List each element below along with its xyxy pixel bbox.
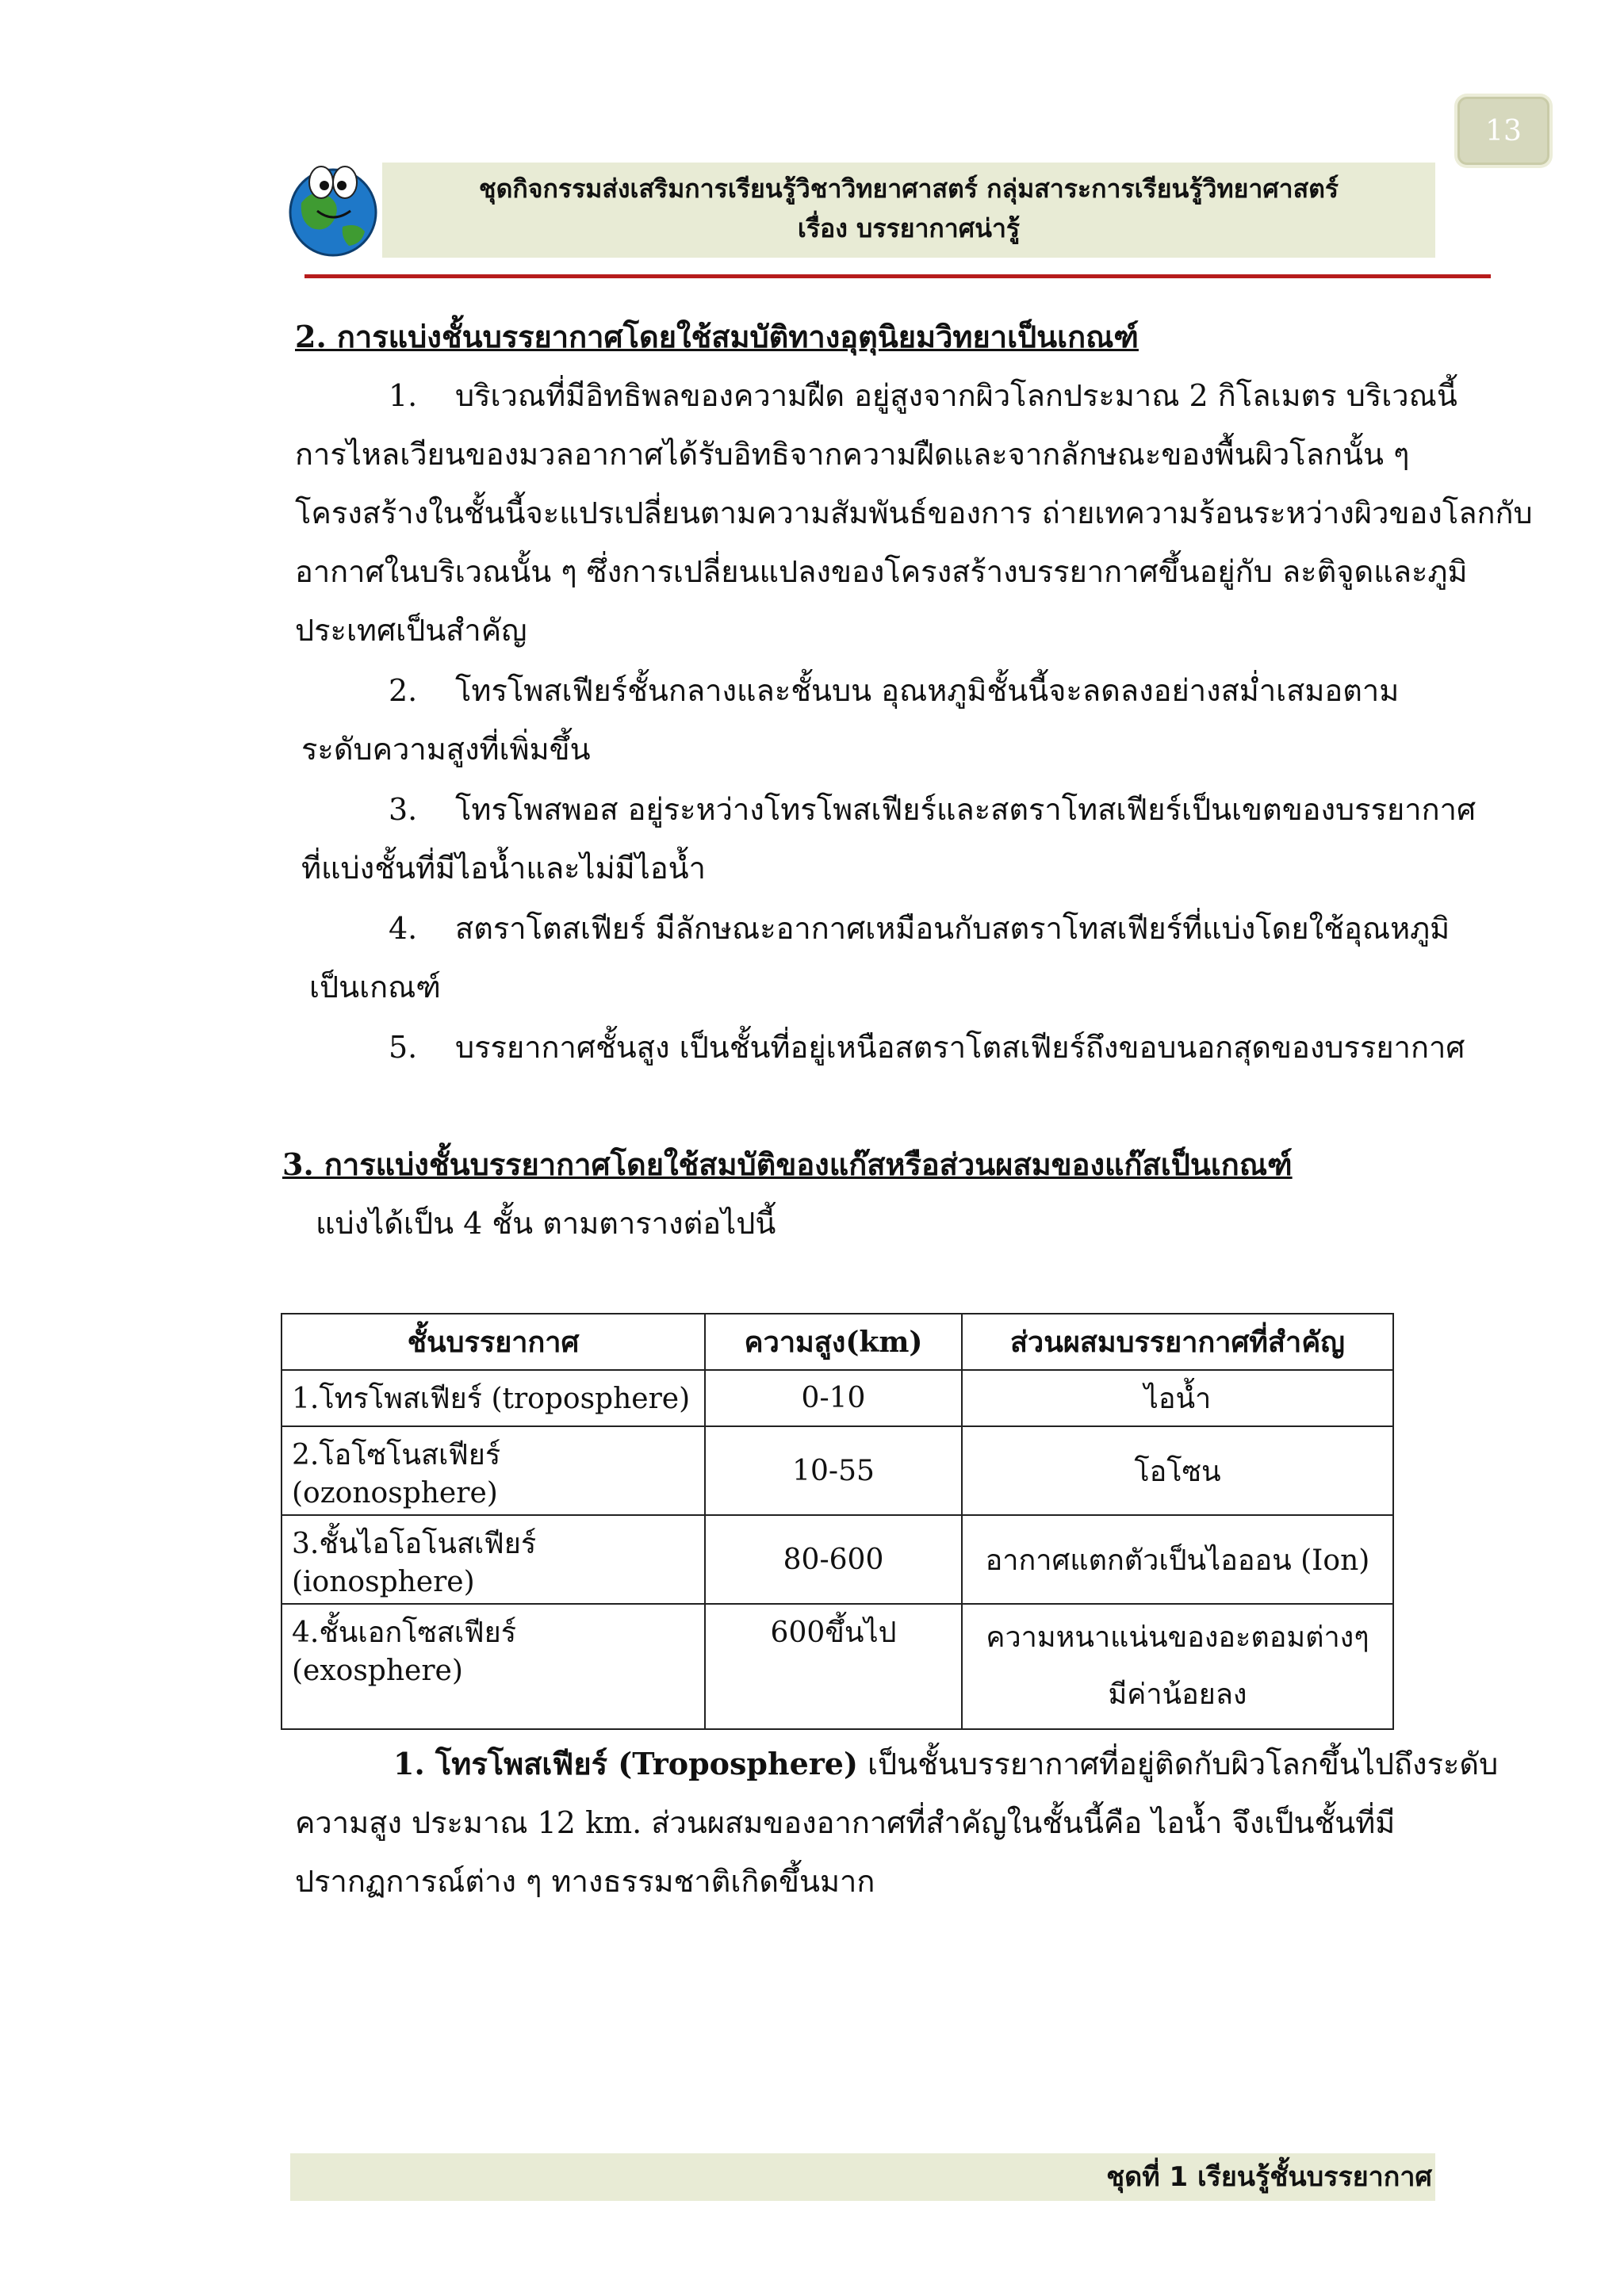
item-text: อากาศในบริเวณนั้น ๆ ซึ่งการเปลี่ยนแปลงของโครงสร้างบรรยากาศขึ้นอยู่กับ ละติจูดและภูมิ — [295, 554, 1468, 589]
item-text: โทรโพสเฟียร์ชั้นกลางและชั้นบน อุณหภูมิชั้นนี้จะลดลงอย่างสม่ำเสมอตาม — [455, 673, 1400, 708]
item-text: การไหลเวียนของมวลอากาศได้รับอิทธิจากความฝืดและจากลักษณะของพื้นผิวโลกนั้น ๆ — [295, 437, 1410, 472]
table-cell: 4.ชั้นเอกโซสเฟียร์ (exosphere) — [282, 1604, 705, 1729]
table-row — [282, 1426, 1393, 1515]
item-text: โครงสร้างในชั้นนี้จะแปรเปลี่ยนตามความสัมพันธ์ของการ ถ่ายเทความร้อนระหว่างผิวของโลกกับ — [295, 496, 1533, 530]
table-cell: 3.ชั้นไอโอโนสเฟียร์ (ionosphere) — [282, 1515, 705, 1604]
item-text: ประเทศเป็นสำคัญ — [295, 613, 527, 648]
troposphere-paragraph-line — [393, 1744, 1498, 1784]
section3-intro: แบ่งได้เป็น 4 ชั้น ตามตารางต่อไปนี้ — [316, 1206, 776, 1241]
column-header: ส่วนผสมบรรยากาศที่สำคัญ — [962, 1314, 1393, 1370]
table-row — [282, 1515, 1393, 1604]
header-title: ชุดกิจกรรมส่งเสริมการเรียนรู้วิชาวิทยาศาสตร์ กลุ่มสาระการเรียนรู้วิทยาศาสตร์ — [478, 174, 1339, 204]
table-cell — [962, 1604, 1393, 1729]
section2-heading: 2. การแบ่งชั้นบรรยากาศโดยใช้สมบัติทางอุตุนิยมวิทยาเป็นเกณฑ์ — [295, 319, 1139, 354]
column-header: ความสูง(km) — [705, 1314, 962, 1370]
section3-heading: 3. การแบ่งชั้นบรรยากาศโดยใช้สมบัติของแก๊สหรือส่วนผสมของแก๊สเป็นเกณฑ์ — [282, 1146, 1293, 1182]
table-cell: 0-10 — [705, 1370, 962, 1426]
item-text: บรรยากาศชั้นสูง เป็นชั้นที่อยู่เหนือสตราโตสเฟียร์ถึงขอบนอกสุดของบรรยากาศ — [455, 1030, 1465, 1065]
item-text: ที่แบ่งชั้นที่มีไอน้ำและไม่มีไอน้ำ — [301, 851, 706, 886]
table-row — [282, 1604, 1393, 1729]
page-number: 13 — [1485, 114, 1522, 147]
item-text: สตราโตสเฟียร์ มีลักษณะอากาศเหมือนกับสตราโทสเฟียร์ที่แบ่งโดยใช้อุณหภูมิ — [455, 911, 1450, 946]
table-cell: 10-55 — [705, 1426, 962, 1515]
troposphere-text: เป็นชั้นบรรยากาศที่อยู่ติดกับผิวโลกขึ้นไปถึงระดับ — [857, 1747, 1499, 1781]
item-text: เป็นเกณฑ์ — [309, 970, 441, 1004]
footer-text: ชุดที่ 1 เรียนรู้ชั้นบรรยากาศ — [1106, 2161, 1432, 2193]
table-cell: ไอน้ำ — [962, 1370, 1393, 1426]
table-cell-line: ความหนาแน่นของอะตอมต่างๆ — [986, 1621, 1369, 1654]
table-cell: 2.โอโซโนสเฟียร์ (ozonosphere) — [282, 1426, 705, 1515]
table-cell: อากาศแตกตัวเป็นไอออน (Ion) — [962, 1515, 1393, 1604]
header-subtitle: เรื่อง บรรยากาศน่ารู้ — [797, 213, 1021, 243]
table-cell-line: มีค่าน้อยลง — [1108, 1678, 1247, 1711]
item-number: 5. — [389, 1030, 418, 1065]
troposphere-paragraph-line: ปรากฏการณ์ต่าง ๆ ทางธรรมชาติเกิดขึ้นมาก — [295, 1864, 875, 1899]
page-number-badge — [1457, 97, 1549, 165]
table-cell: โอโซน — [962, 1426, 1393, 1515]
globe-mascot-icon — [285, 155, 381, 258]
table-cell: 1.โทรโพสเฟียร์ (troposphere) — [282, 1370, 705, 1426]
item-number: 4. — [389, 911, 418, 946]
table-cell: 80-600 — [705, 1515, 962, 1604]
atmosphere-layers-table — [281, 1313, 1394, 1730]
document-header — [382, 163, 1435, 258]
troposphere-paragraph-line: ความสูง ประมาณ 12 km. ส่วนผสมของอากาศที่สำคัญในชั้นนี้คือ ไอน้ำ จึงเป็นชั้นที่มี — [295, 1805, 1396, 1840]
item-text: บริเวณที่มีอิทธิพลของความฝืด อยู่สูงจากผิวโลกประมาณ 2 กิโลเมตร บริเวณนี้ — [455, 378, 1457, 413]
table-row — [282, 1370, 1393, 1426]
document-footer — [290, 2153, 1435, 2201]
item-number: 2. — [389, 673, 418, 708]
item-number: 3. — [389, 792, 418, 827]
table-cell: 600ขึ้นไป — [705, 1604, 962, 1729]
item-text: โทรโพสพอส อยู่ระหว่างโทรโพสเฟียร์และสตราโทสเฟียร์เป็นเขตของบรรยากาศ — [455, 792, 1477, 827]
troposphere-title: 1. โทรโพสเฟียร์ (Troposphere) — [393, 1746, 858, 1781]
item-number: 1. — [389, 378, 418, 413]
item-text: ระดับความสูงที่เพิ่มขึ้น — [301, 732, 591, 767]
table-header-row — [282, 1314, 1393, 1370]
header-divider — [304, 274, 1491, 278]
column-header: ชั้นบรรยากาศ — [282, 1314, 705, 1370]
